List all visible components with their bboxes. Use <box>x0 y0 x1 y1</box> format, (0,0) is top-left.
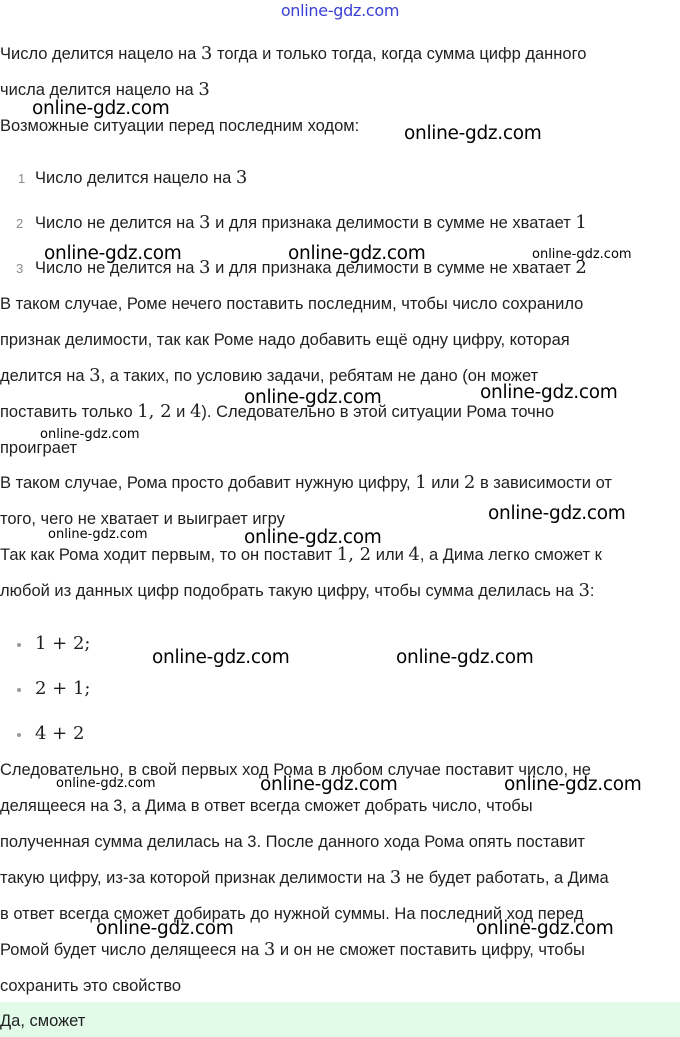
watermark: online-gdz.com <box>288 243 426 264</box>
watermark: online-gdz.com <box>48 527 148 542</box>
answer-text: Да, сможет <box>0 1012 86 1030</box>
text-line: Следовательно, в свой первых ход Рома в любом случае поставит число, не <box>0 761 591 779</box>
watermark: online-gdz.com <box>40 427 140 442</box>
text-line: такую цифру, из-за которой признак делимости на 3 не будет работать, а Дима <box>0 867 609 888</box>
text-line: делится на 3, а таких, по условию задачи, ребятам не дано (он может <box>0 365 539 386</box>
text-line: Число делится нацело на 3 тогда и только тогда, когда сумма цифр данного <box>0 43 587 64</box>
watermark: online-gdz.com <box>476 918 614 939</box>
watermark: online-gdz.com <box>56 776 156 791</box>
list-item: Число не делится на 3 и для признака делимости в сумме не хватает 1 <box>35 212 587 233</box>
text-line: любой из данных цифр подобрать такую цифру, чтобы сумма делилась на 3: <box>0 580 595 601</box>
answer-box <box>0 1002 680 1037</box>
text-line: сохранить это свойство <box>0 977 182 995</box>
watermark: online-gdz.com <box>96 918 234 939</box>
text-line: Так как Рома ходит первым, то он поставит 1, 2 или 4, а Дима легко сможет к <box>0 544 602 565</box>
text-line: проиграет <box>0 439 78 457</box>
watermark: online-gdz.com <box>532 247 632 262</box>
text-line: полученная сумма делилась на 3. После данного хода Рома опять поставит <box>0 833 585 851</box>
site-header[interactable]: online-gdz.com <box>280 1 400 20</box>
list-number: 2 <box>16 216 24 231</box>
text-line: в ответ всегда сможет добирать до нужной суммы. На последний ход перед <box>0 905 584 923</box>
watermark: online-gdz.com <box>488 503 626 524</box>
watermark: online-gdz.com <box>504 774 642 795</box>
text-line: делящееся на 3, а Дима в ответ всегда сможет добрать число, чтобы <box>0 797 533 815</box>
text-line: числа делится нацело на 3 <box>0 79 210 100</box>
text-line: В таком случае, Роме нечего поставить последним, чтобы число сохранило <box>0 295 584 313</box>
bullet-item: 2 + 1; <box>35 678 91 699</box>
bullet-dot <box>17 733 21 737</box>
bullet-item: 4 + 2 <box>35 723 85 744</box>
watermark: online-gdz.com <box>152 647 290 668</box>
watermark: online-gdz.com <box>44 243 182 264</box>
watermark: online-gdz.com <box>480 382 618 403</box>
text-line: того, чего не хватает и выиграет игру <box>0 510 285 528</box>
text-line: В таком случае, Рома просто добавит нужную цифру, 1 или 2 в зависимости от <box>0 472 612 493</box>
list-number: 1 <box>18 171 26 186</box>
watermark: online-gdz.com <box>396 647 534 668</box>
text-line: признак делимости, так как Роме надо добавить ещё одну цифру, которая <box>0 331 570 349</box>
list-item: Число делится нацело на 3 <box>35 167 248 188</box>
bullet-dot <box>17 688 21 692</box>
watermark: online-gdz.com <box>244 387 382 408</box>
bullet-dot <box>17 643 21 647</box>
text-line: Ромой будет число делящееся на 3 и он не сможет поставить цифру, чтобы <box>0 939 585 960</box>
watermark: online-gdz.com <box>32 98 170 119</box>
watermark: online-gdz.com <box>244 527 382 548</box>
list-number: 3 <box>16 261 24 276</box>
watermark: online-gdz.com <box>404 123 542 144</box>
text-line: поставить только 1, 2 и 4). Следовательно в этой ситуации Рома точно <box>0 401 555 422</box>
watermark: online-gdz.com <box>260 774 398 795</box>
bullet-item: 1 + 2; <box>35 633 91 654</box>
text-line: Возможные ситуации перед последним ходом: <box>0 117 360 135</box>
list-item: Число не делится на 3 и для признака делимости в сумме не хватает 2 <box>35 257 587 278</box>
